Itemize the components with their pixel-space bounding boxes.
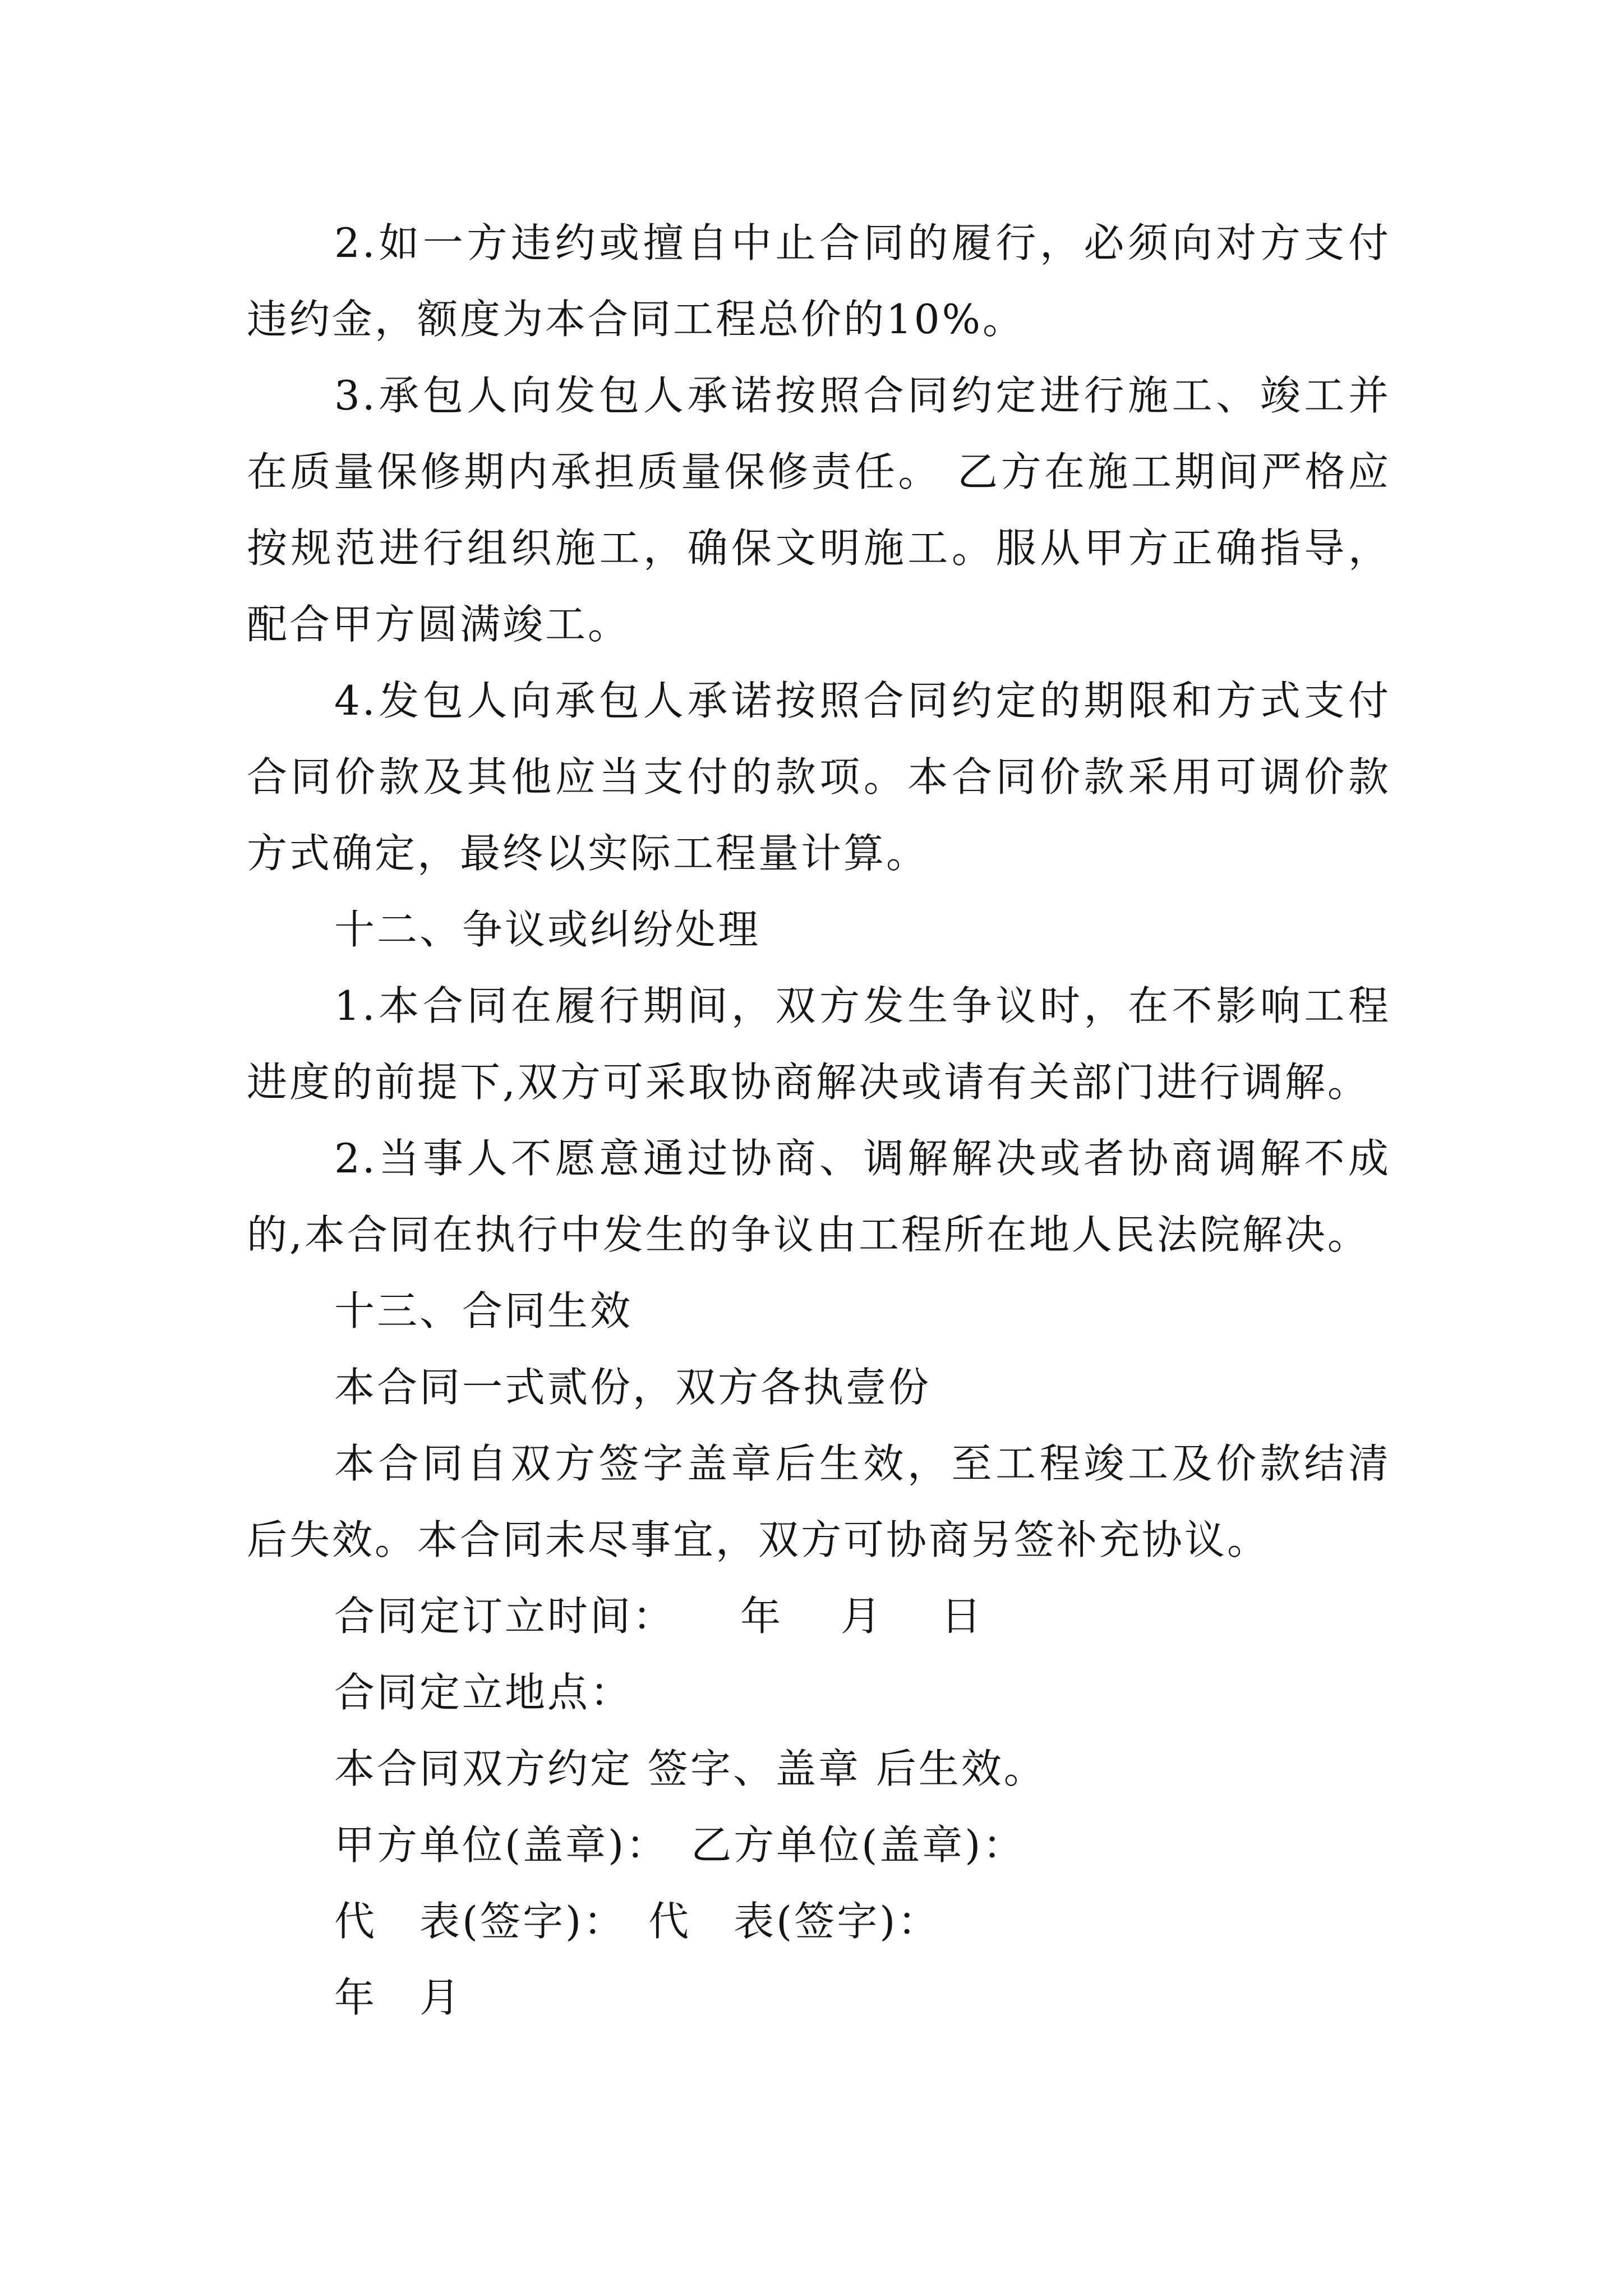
representative-signature-line: 代 表(签字)： 代 表(签字)： xyxy=(334,1898,940,1945)
paragraph-penalty: 2.如一方违约或擅自中止合同的履行，必须向对方支付违约金，额度为本合同工程总价的10%。 xyxy=(247,219,1391,343)
paragraph-dispute-mediation: 1.本合同在履行期间，双方发生争议时，在不影响工程进度的前提下,双方可采取协商解决或请有关部门进行调解。 xyxy=(247,982,1391,1106)
signing-date-line: 合同定订立时间： 年 月 日 xyxy=(334,1593,984,1640)
paragraph-contractor-commitment: 3.承包人向发包人承诺按照合同约定进行施工、竣工并在质量保修期内承担质量保修责任。 乙方在施工期间严格应按规范进行组织施工，确保文明施工。服从甲方正确指导，配合甲方圆满竣工。 xyxy=(247,372,1391,648)
section-heading-effect: 十三、合同生效 xyxy=(334,1287,633,1335)
paragraph-employer-commitment: 4.发包人向承包人承诺按照合同约定的期限和方式支付合同价款及其他应当支付的款项。本合同价款采用可调价款方式确定，最终以实际工程量计算。 xyxy=(247,677,1391,877)
paragraph-dispute-court: 2.当事人不愿意通过协商、调解解决或者协商调解不成的,本合同在执行中发生的争议由工程所在地人民法院解决。 xyxy=(247,1135,1391,1258)
paragraph-effective: 本合同自双方签字盖章后生效，至工程竣工及价款结清后失效。本合同未尽事宜，双方可协商另签补充协议。 xyxy=(247,1440,1391,1563)
document-body xyxy=(247,205,1391,2036)
party-seal-line: 甲方单位(盖章)： 乙方单位(盖章)： xyxy=(334,1821,1026,1869)
signing-place-line: 合同定立地点： xyxy=(334,1669,633,1716)
date-line: 年 月 xyxy=(334,1974,463,2021)
agreement-effect-line: 本合同双方约定 签字、盖章 后生效。 xyxy=(334,1745,1046,1792)
paragraph-copies: 本合同一式贰份，双方各执壹份 xyxy=(334,1364,932,1411)
section-heading-disputes: 十二、争议或纠纷处理 xyxy=(334,906,761,953)
